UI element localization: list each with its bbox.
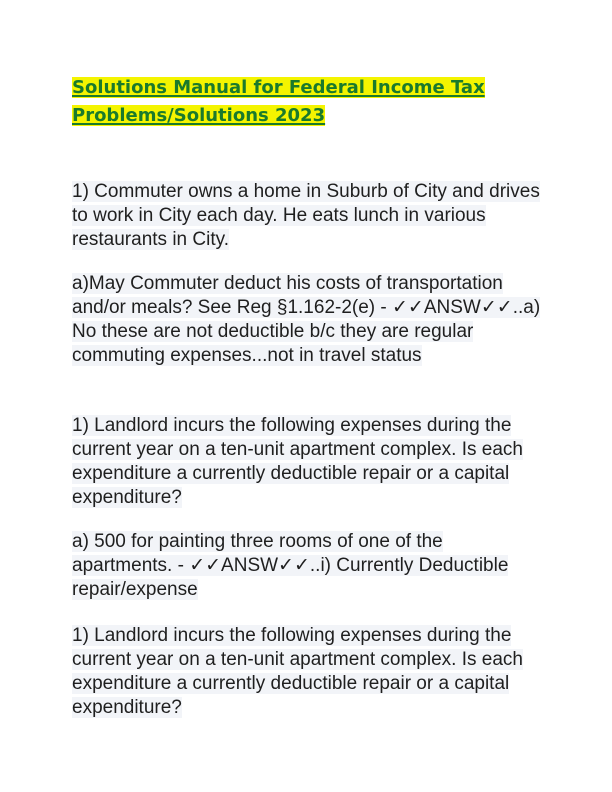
document-title <box>72 74 542 130</box>
paragraph-landlord-question-2 <box>72 624 542 720</box>
paragraph-painting-answer <box>72 530 542 602</box>
title-highlight: Solutions Manual for Federal Income Tax Problems/Solutions 2023 <box>72 77 485 126</box>
paragraph-commuter-answer <box>72 272 542 368</box>
paragraph-text: 1) Landlord incurs the following expenses during the current year on a ten-unit apartment complex. Is each expenditure a currently deductible repair or a capital expenditure? <box>72 415 523 508</box>
paragraph-text: a)May Commuter deduct his costs of transportation and/or meals? See Reg §1.162-2(e) - ✓✓ANSW✓✓..a) No these are not deductible b/c they are regular commuting expenses...not in travel status <box>72 273 541 366</box>
paragraph-commuter-question <box>72 180 542 252</box>
paragraph-text: 1) Commuter owns a home in Suburb of City and drives to work in City each day. He eats lunch in various restaurants in City. <box>72 181 540 250</box>
paragraph-landlord-question-1 <box>72 414 542 510</box>
paragraph-text: a) 500 for painting three rooms of one of the apartments. - ✓✓ANSW✓✓..i) Currently Deductible repair/expense <box>72 531 509 600</box>
paragraph-text: 1) Landlord incurs the following expenses during the current year on a ten-unit apartment complex. Is each expenditure a currently deductible repair or a capital expenditure? <box>72 625 523 718</box>
